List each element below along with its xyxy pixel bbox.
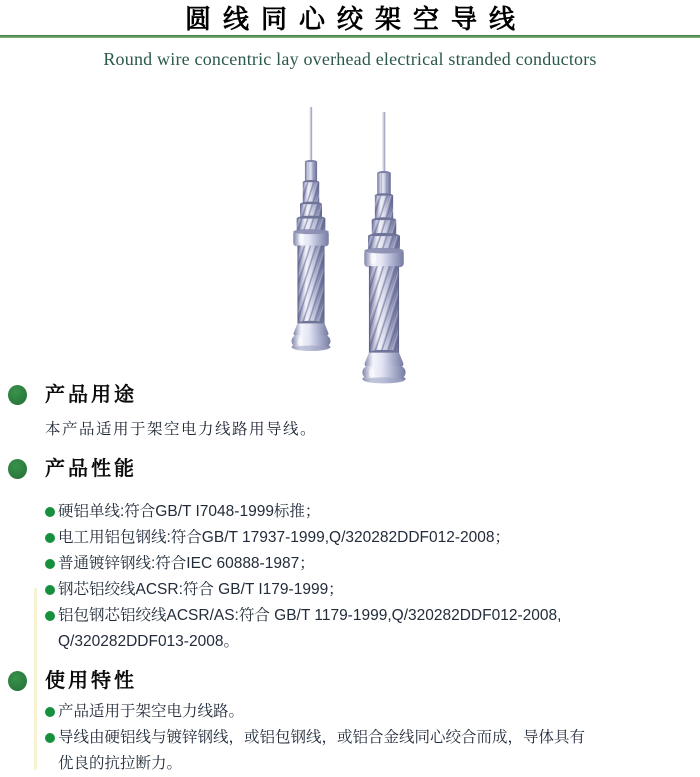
list-item-text: 电工用铝包钢线:符合GB/T 17937-1999,Q/320282DDF012-2008； [58, 529, 510, 546]
list-item-continuation: 优良的抗拉断力。 [58, 755, 183, 772]
list-item-text: 导线由硬铝线与镀锌钢线，或铝包钢线，或铝合金线同心绞合而成，导体具有 [58, 729, 586, 746]
conductor-cables-illustration [230, 95, 470, 395]
list-item-text: 普通镀锌钢线:符合IEC 60888-1987； [58, 555, 315, 572]
section-product-performance [0, 457, 700, 655]
page-header [0, 0, 700, 70]
stranded-cable-graphic [230, 95, 470, 395]
list-bullet-icon [45, 507, 55, 517]
section-header [0, 669, 700, 693]
section-header [0, 383, 700, 407]
list-item [45, 725, 700, 777]
cable-left [292, 107, 331, 351]
list-item [45, 603, 700, 655]
section-product-use [0, 383, 700, 441]
section-usage-characteristics [0, 669, 700, 777]
list-bullet-icon [45, 559, 55, 569]
list-item-text: 铝包钢芯铝绞线ACSR/AS:符合 GB/T 1179-1999,Q/320282DDF012-2008, [58, 607, 562, 624]
title-divider [0, 35, 700, 38]
list-item [45, 699, 700, 725]
section-bullet-icon [8, 671, 27, 691]
scan-stripe [34, 588, 37, 770]
list-item [45, 577, 700, 603]
list-item-text: 硬铝单线:符合GB/T I7048-1999标推； [58, 503, 321, 520]
list-item [45, 525, 700, 551]
list-bullet-icon [45, 533, 55, 543]
list-item [45, 499, 700, 525]
sections [0, 383, 700, 777]
bullet-list [45, 499, 700, 655]
list-item-text: 钢芯铝绞线ACSR:符合 GB/T I179-1999； [58, 581, 344, 598]
section-heading: 使用特性 [45, 670, 137, 692]
section-header [0, 457, 700, 481]
list-bullet-icon [45, 585, 55, 595]
section-heading: 产品用途 [45, 384, 137, 406]
list-item-continuation: Q/320282DDF013-2008。 [58, 633, 239, 650]
bullet-list [45, 699, 700, 777]
section-bullet-icon [8, 385, 27, 405]
list-bullet-icon [45, 733, 55, 743]
list-bullet-icon [45, 611, 55, 621]
section-heading: 产品性能 [45, 458, 137, 480]
cable-right [362, 112, 405, 383]
section-paragraph: 本产品适用于架空电力线路用导线。 [45, 421, 318, 438]
list-item-text: 产品适用于架空电力线路。 [58, 703, 245, 720]
list-bullet-icon [45, 707, 55, 717]
list-item [45, 551, 700, 577]
page-subtitle: Round wire concentric lay overhead electrical stranded conductors [103, 49, 597, 69]
page-title: 圆线同心绞架空导线 [184, 4, 527, 34]
section-bullet-icon [8, 459, 27, 479]
